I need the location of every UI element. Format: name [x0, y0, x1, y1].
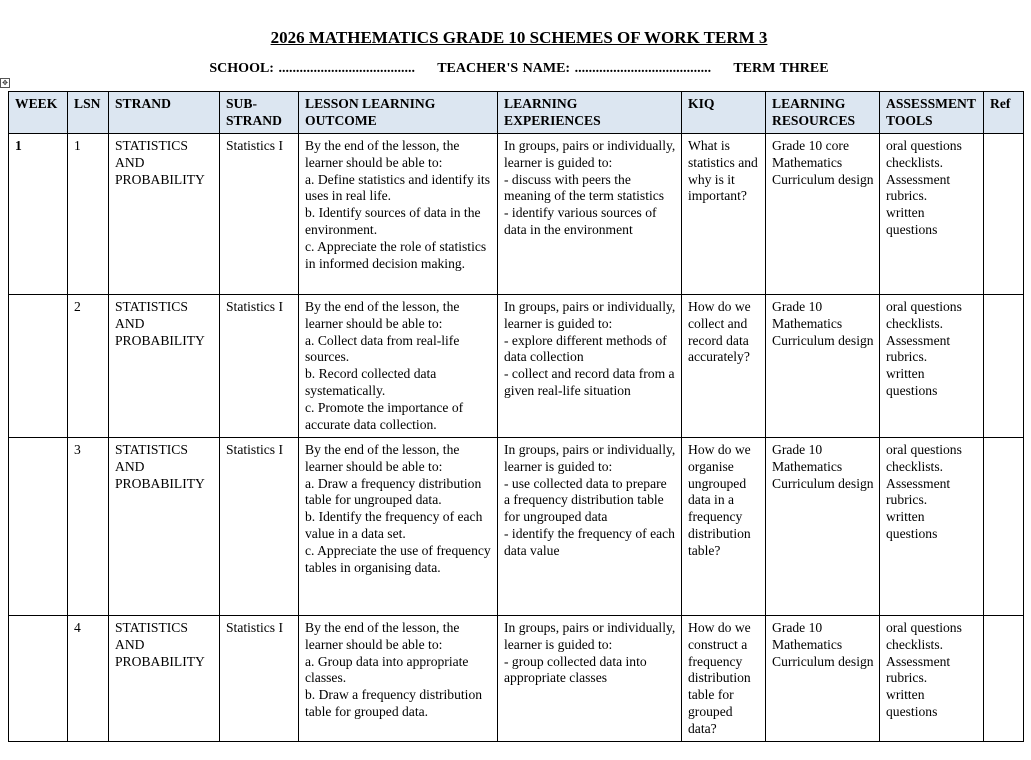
ref-cell [984, 438, 1024, 616]
assessment-tools-cell-line: Assessment rubrics. [886, 653, 951, 686]
learning-outcome-cell-line: a. Collect data from real-life sources. [305, 332, 460, 365]
table-body [9, 134, 1024, 742]
school-teacher-term-line [0, 61, 1031, 77]
table-header-row [9, 92, 1024, 134]
learning-resources-cell: Grade 10 Mathematics Curriculum design [766, 295, 880, 438]
learning-experiences-cell-line: - group collected data into appropriate classes [504, 653, 647, 686]
sub-strand-cell: Statistics I [220, 616, 299, 742]
column-header-assessment-tools: ASSESSMENT TOOLS [880, 92, 984, 134]
assessment-tools-cell-line: oral questions checklists. [886, 299, 962, 331]
learning-outcome-cell [299, 616, 498, 742]
assessment-tools-cell-line: oral questions checklists. [886, 138, 962, 170]
assessment-tools-cell-line: Assessment rubrics. [886, 171, 951, 204]
learning-experiences-cell-line: In groups, pairs or individually, learner is guided to: [504, 299, 676, 331]
key-inquiry-question-cell: How do we collect and record data accurately? [682, 295, 766, 438]
learning-outcome-cell-line: a. Group data into appropriate classes. [305, 653, 469, 686]
key-inquiry-question-cell: How do we construct a frequency distribution table for grouped data? [682, 616, 766, 742]
learning-outcome-cell-line: c. Promote the importance of accurate data collection. [305, 399, 464, 432]
school-field: SCHOOL: ....................................... [209, 61, 415, 76]
column-header-sub-strand: SUB-STRAND [220, 92, 299, 134]
learning-experiences-cell-line: - explore different methods of data collection [504, 332, 667, 365]
learning-outcome-cell-line: c. Appreciate the use of frequency tables in organising data. [305, 542, 491, 575]
column-header-kiq: KIQ [682, 92, 766, 134]
learning-experiences-cell-line: - discuss with peers the meaning of the term statistics [504, 171, 665, 204]
table-row [9, 616, 1024, 742]
table-row [9, 134, 1024, 295]
assessment-tools-cell-line: oral questions checklists. [886, 620, 962, 652]
column-header-week: WEEK [9, 92, 68, 134]
assessment-tools-cell-line: written questions [886, 687, 938, 719]
week-cell [9, 438, 68, 616]
learning-experiences-cell-line: - identify various sources of data in the environment [504, 205, 657, 237]
learning-experiences-cell [498, 295, 682, 438]
schemes-of-work-table [8, 91, 1024, 742]
table-row [9, 438, 1024, 616]
column-header-learning-resources: LEARNING RESOURCES [766, 92, 880, 134]
ref-cell [984, 295, 1024, 438]
learning-experiences-cell-line: - identify the frequency of each data value [504, 525, 675, 558]
column-header-learning-experiences: LEARNING EXPERIENCES [498, 92, 682, 134]
assessment-tools-cell [880, 295, 984, 438]
learning-outcome-cell-line: By the end of the lesson, the learner should be able to: [305, 442, 460, 474]
learning-experiences-cell [498, 134, 682, 295]
term-label: TERM THREE [733, 61, 829, 76]
lesson-number-cell: 1 [68, 134, 109, 295]
column-header-strand: STRAND [109, 92, 220, 134]
table-row [9, 295, 1024, 438]
sub-strand-cell: Statistics I [220, 134, 299, 295]
assessment-tools-cell-line: written questions [886, 205, 938, 237]
assessment-tools-cell-line: written questions [886, 366, 938, 398]
column-header-lesson-learning-outcome: LESSON LEARNING OUTCOME [299, 92, 498, 134]
learning-outcome-cell-line: c. Appreciate the role of statistics in informed decision making. [305, 238, 487, 271]
learning-outcome-cell-line: By the end of the lesson, the learner should be able to: [305, 138, 460, 170]
learning-experiences-cell [498, 438, 682, 616]
teacher-name-field: TEACHER'S NAME: ....................................... [437, 61, 712, 76]
strand-cell: STATISTICS AND PROBABILITY [109, 134, 220, 295]
learning-outcome-cell-line: b. Identify sources of data in the environment. [305, 205, 481, 237]
learning-outcome-cell-line: a. Define statistics and identify its uses in real life. [305, 171, 490, 204]
ref-cell [984, 616, 1024, 742]
assessment-tools-cell [880, 134, 984, 295]
assessment-tools-cell [880, 616, 984, 742]
learning-experiences-cell-line: In groups, pairs or individually, learner is guided to: [504, 138, 676, 170]
key-inquiry-question-cell: How do we organise ungrouped data in a frequency distribution table? [682, 438, 766, 616]
ref-cell [984, 134, 1024, 295]
assessment-tools-cell-line: Assessment rubrics. [886, 475, 951, 508]
learning-outcome-cell-line: By the end of the lesson, the learner should be able to: [305, 620, 460, 652]
strand-cell: STATISTICS AND PROBABILITY [109, 616, 220, 742]
learning-outcome-cell-line: b. Record collected data systematically. [305, 366, 437, 398]
learning-outcome-cell [299, 438, 498, 616]
learning-outcome-cell-line: b. Draw a frequency distribution table for grouped data. [305, 687, 483, 719]
learning-experiences-cell [498, 616, 682, 742]
key-inquiry-question-cell: What is statistics and why is it important? [682, 134, 766, 295]
table-move-handle-icon[interactable]: ✥ [0, 78, 10, 88]
week-cell [9, 616, 68, 742]
lesson-number-cell: 2 [68, 295, 109, 438]
week-cell: 1 [9, 134, 68, 295]
sub-strand-cell: Statistics I [220, 295, 299, 438]
learning-experiences-cell-line: - use collected data to prepare a frequency distribution table for ungrouped data [504, 475, 667, 525]
assessment-tools-cell [880, 438, 984, 616]
learning-outcome-cell [299, 295, 498, 438]
lesson-number-cell: 3 [68, 438, 109, 616]
assessment-tools-cell-line: written questions [886, 509, 938, 541]
learning-outcome-cell-line: a. Draw a frequency distribution table for ungrouped data. [305, 475, 482, 508]
learning-outcome-cell [299, 134, 498, 295]
strand-cell: STATISTICS AND PROBABILITY [109, 295, 220, 438]
learning-experiences-cell-line: In groups, pairs or individually, learner is guided to: [504, 620, 676, 652]
learning-resources-cell: Grade 10 core Mathematics Curriculum design [766, 134, 880, 295]
column-header-lsn: LSN [68, 92, 109, 134]
learning-experiences-cell-line: In groups, pairs or individually, learner is guided to: [504, 442, 676, 474]
assessment-tools-cell-line: oral questions checklists. [886, 442, 962, 474]
week-cell [9, 295, 68, 438]
lesson-number-cell: 4 [68, 616, 109, 742]
column-header-ref: Ref [984, 92, 1024, 134]
learning-outcome-cell-line: b. Identify the frequency of each value in a data set. [305, 509, 483, 541]
sub-strand-cell: Statistics I [220, 438, 299, 616]
learning-experiences-cell-line: - collect and record data from a given real-life situation [504, 366, 675, 398]
learning-resources-cell: Grade 10 Mathematics Curriculum design [766, 438, 880, 616]
learning-outcome-cell-line: By the end of the lesson, the learner should be able to: [305, 299, 460, 331]
strand-cell: STATISTICS AND PROBABILITY [109, 438, 220, 616]
learning-resources-cell: Grade 10 Mathematics Curriculum design [766, 616, 880, 742]
assessment-tools-cell-line: Assessment rubrics. [886, 332, 951, 365]
document-title: 2026 MATHEMATICS GRADE 10 SCHEMES OF WORK TERM 3 [270, 28, 768, 47]
